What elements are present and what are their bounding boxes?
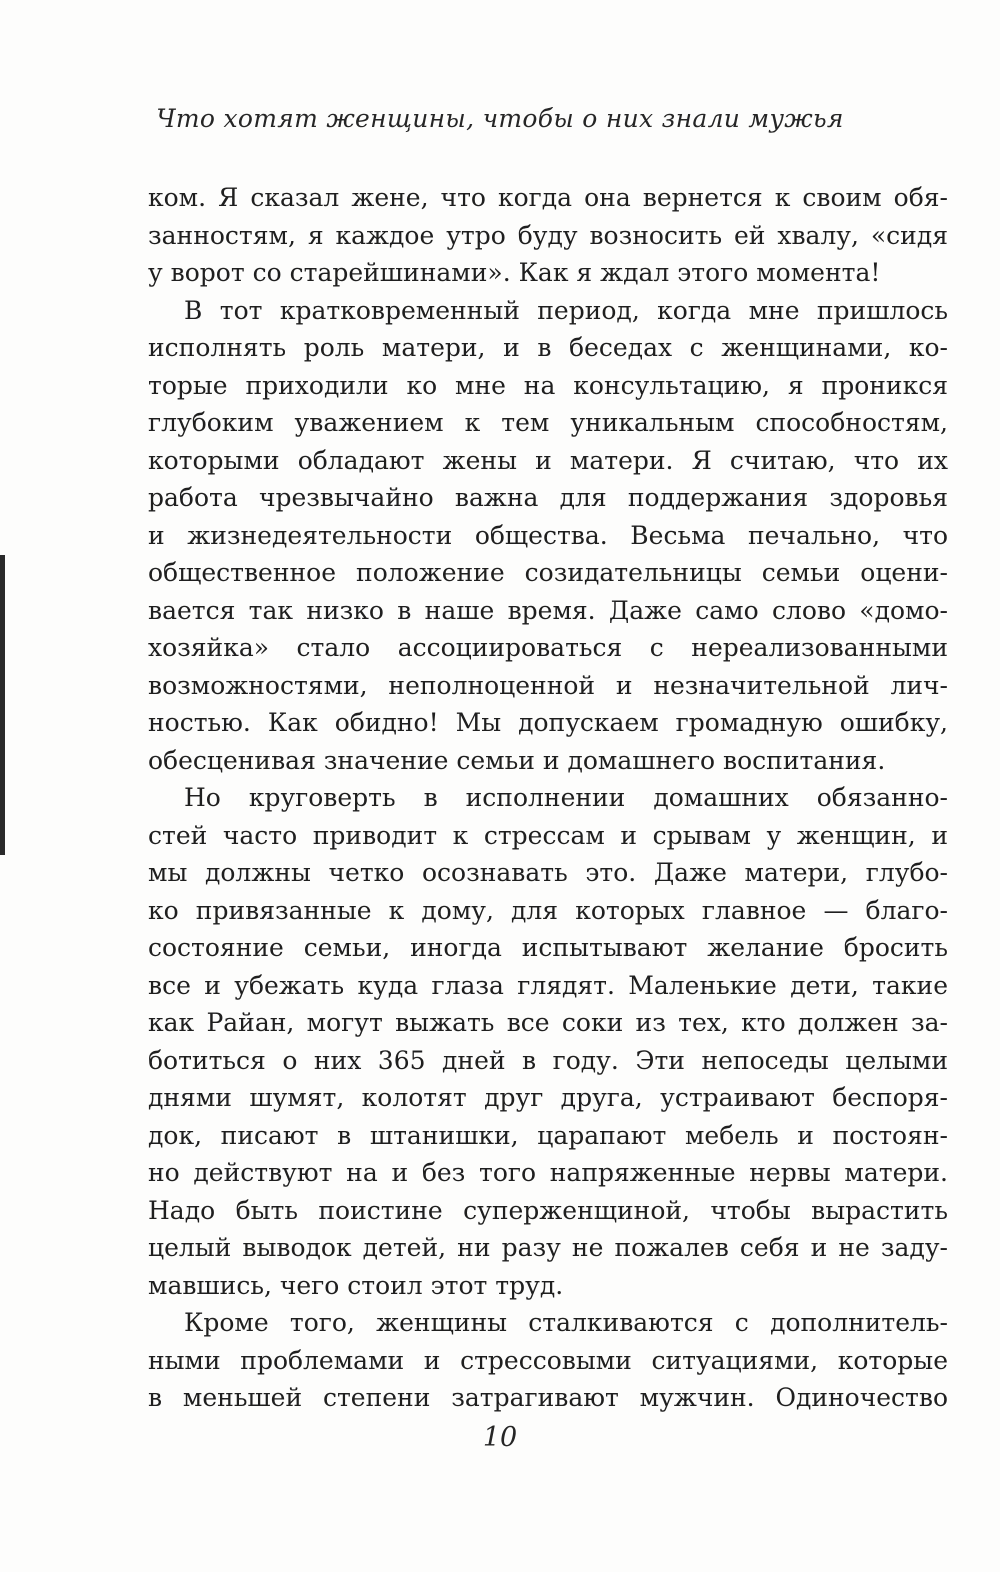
text-line: и жизнедеятельности общества. Весьма печально, что	[148, 520, 948, 550]
text-line: В тот кратковременный период, когда мне пришлось	[184, 295, 948, 325]
text-line: днями шумят, колотят друг друга, устраивают беспоря-	[148, 1083, 948, 1112]
text-line: работа чрезвычайно важна для поддержания здоровья	[148, 483, 948, 512]
text-line: обесценивая значение семьи и домашнего воспитания.	[148, 745, 886, 775]
text-line: хозяйка» стало ассоциироваться с нереализованными	[148, 633, 948, 662]
text-line: целый выводок детей, ни разу не пожалев себя и не заду-	[148, 1233, 948, 1262]
text-line: в меньшей степени затрагивают мужчин. Одиночество	[148, 1383, 948, 1412]
text-line: ностью. Как обидно! Мы допускаем громадную ошибку,	[148, 708, 948, 737]
text-line: док, писают в штанишки, царапают мебель и постоян-	[148, 1120, 948, 1150]
text-line: общественное положение созидательницы семьи оцени-	[148, 558, 948, 587]
text-line: мы должны четко осознавать это. Даже матери, глубо-	[148, 858, 948, 887]
text-line: занностям, я каждое утро буду возносить ей хвалу, «сидя	[148, 220, 948, 250]
text-line: как Райан, могут выжать все соки из тех, кто должен за-	[148, 1008, 948, 1037]
text-line: мавшись, чего стоил этот труд.	[148, 1270, 564, 1300]
text-line: Кроме того, женщины сталкиваются с дополнитель-	[184, 1308, 948, 1337]
text-line: вается так низко в наше время. Даже само слово «домо-	[148, 595, 948, 625]
text-line: ными проблемами и стрессовыми ситуациями, которые	[148, 1345, 948, 1375]
body-text	[148, 179, 948, 1417]
text-line: но действуют на и без того напряженные нервы матери.	[148, 1158, 948, 1187]
text-line: состояние семьи, иногда испытывают желание бросить	[148, 933, 948, 962]
text-line: Но круговерть в исполнении домашних обязанно-	[184, 783, 948, 812]
text-line: исполнять роль матери, и в беседах с женщинами, ко-	[148, 333, 948, 362]
text-line: у ворот со старейшинами». Как я ждал этого момента!	[148, 258, 881, 287]
text-line: ко привязанные к дому, для которых главное — благо-	[148, 895, 948, 925]
text-line: возможностями, неполноценной и незначительной лич-	[148, 670, 948, 700]
running-title: Что хотят женщины, чтобы о них знали мужья	[156, 104, 844, 133]
text-line: ком. Я сказал жене, что когда она вернется к своим обя-	[148, 183, 948, 212]
text-line: которыми обладают жены и матери. Я считаю, что их	[148, 445, 948, 475]
page-number: 10	[482, 1422, 518, 1453]
text-line: все и убежать куда глаза глядят. Маленькие дети, такие	[148, 970, 948, 1000]
text-line: ботиться о них 365 дней в году. Эти непоседы целыми	[148, 1045, 948, 1075]
text-line: Надо быть поистине суперженщиной, чтобы вырастить	[148, 1195, 948, 1225]
text-line: стей часто приводит к стрессам и срывам у женщин, и	[148, 820, 948, 850]
text-line: торые приходили ко мне на консультацию, я проникся	[148, 370, 948, 400]
page-edge-shadow	[0, 555, 5, 855]
text-line: глубоким уважением к тем уникальным способностям,	[148, 408, 948, 437]
